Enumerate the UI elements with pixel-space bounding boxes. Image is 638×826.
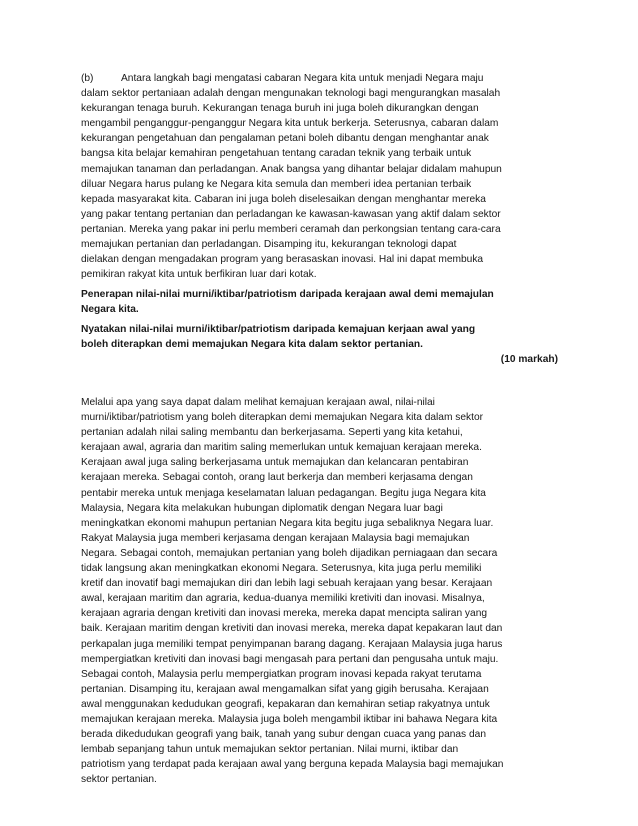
paragraph-line: mengambil penganggur-penganggur Negara kita untuk berkerja. Seterusnya, cabaran dalam (81, 118, 499, 130)
paragraph-line: yang pakar tentang pertanian dan perladangan ke kawasan-kawasan yang aktif dalam sektor (81, 208, 501, 220)
heading-line: boleh diterapkan demi memajukan Negara kita dalam sektor pertanian. (81, 339, 423, 351)
answer-line: baik. Kerajaan maritim dengan kretiviti dan inovasi mereka, mereka dapat kepakaran laut dan (81, 623, 503, 635)
answer-line: kerajaan mereka. Sebagai contoh, orang laut berkerja dan memberi kerjasama dengan (81, 472, 473, 484)
heading-penerapan (81, 287, 561, 317)
answer-line: Kerajaan awal juga saling berkerjasama untuk memajukan dan kelancaran pentabiran (81, 457, 469, 469)
paragraph-line: dielakan dengan mengadakan program yang berasaskan inovasi. Hal ini dapat membuka (81, 254, 484, 266)
paragraph-line: kekurangan pengetahuan dan pengalaman petani boleh dibantu dengan menghantar anak (81, 133, 489, 145)
paragraph-line: diluar Negara harus pulang ke Negara kita semula dan memberi idea pertanian terbaik (81, 178, 472, 190)
heading-line: Negara kita. (81, 304, 139, 316)
heading-line: Nyatakan nilai-nilai murni/iktibar/patriotism daripada kemajuan kerjaan awal yang (81, 324, 476, 335)
section-b-paragraph (81, 71, 561, 282)
answer-line: kerajaan awal, agraria dan maritim saling memerlukan untuk kemajuan kerajaan mereka. (81, 442, 482, 454)
paragraph-line: bangsa kita belajar kemahiran pengetahuan tentang caradan teknik yang terbaik untuk (81, 148, 472, 160)
answer-line: pentabir mereka untuk menjaga keselamatan laluan pedagangan. Begitu juga Negara kita (81, 487, 486, 499)
answer-paragraph (81, 395, 561, 787)
answer-line: Negara. Sebagai contoh, memajukan pertanian yang boleh dijadikan perniagaan dan secara (81, 547, 498, 559)
answer-line: awal menggunakan kedudukan geografi, kepakaran dan kemahiran setiap rakyatnya untuk (81, 698, 490, 710)
paragraph-line: pemikiran rakyat kita untuk berfikiran luar dari kotak. (81, 269, 317, 281)
answer-line: awal, kerajaan maritim dan agraria, kedua-duanya memiliki kretiviti dan inovasi. Misalnya, (81, 593, 485, 605)
answer-line: meningkatkan ekonomi mahupun pertanian Negara kita begitu juga sebaliknya Negara luar. (81, 517, 494, 529)
answer-line: berada dikedudukan geografi yang baik, tanah yang subur dengan cuaca yang panas dan (81, 729, 486, 741)
paragraph-line: dalam sektor pertaniaan adalah dengan mengunakan teknologi bagi mengurangkan masalah (81, 88, 501, 100)
answer-line: sektor pertanian. (81, 774, 157, 786)
section-marker: (b) (81, 73, 94, 84)
paragraph-line: Antara langkah bagi mengatasi cabaran Negara kita untuk menjadi Negara maju (121, 73, 484, 84)
answer-line: memajukan kerajaan mereka. Malaysia juga boleh mengambil iktibar ini bahawa Negara kita (81, 713, 498, 725)
paragraph-line: memajukan tanaman dan perladangan. Anak bangsa yang dihantar belajar didalam mahupun (81, 163, 502, 175)
answer-line: mempergiatkan kretiviti dan inovasi bagi mengasah para pertani dan pengusaha untuk maju. (81, 653, 499, 665)
answer-line: perkapalan juga memiliki tempat penyimpanan barang dagang. Kerajaan Malaysia juga harus (81, 638, 503, 650)
answer-line: murni/iktibar/patriotism yang boleh diterapkan demi memajukan Negara kita dalam sektor (81, 412, 484, 424)
answer-line: Rakyat Malaysia juga memberi kerjasama dengan kerajaan Malaysia bagi memajukan (81, 532, 470, 544)
answer-line: lembab sepanjang tahun untuk memajukan sektor pertanian. Nilai murni, iktibar dan (81, 744, 459, 756)
answer-line: patriotism yang terdapat pada kerajaan awal yang berguna kepada Malaysia bagi memajukan (81, 759, 504, 771)
answer-line: Malaysia, Negara kita melakukan hubungan diplomatik dengan Negara luar bagi (81, 502, 443, 514)
answer-line: pertanian. Disamping itu, kerajaan awal mengamalkan sifat yang gigih berusaha. Kerajaan (81, 683, 489, 695)
heading-line: Penerapan nilai-nilai murni/iktibar/patriotism daripada kerajaan awal demi memajulan (81, 289, 494, 300)
section-b-first-line (81, 71, 561, 86)
paragraph-line: kepada masyarakat kita. Cabaran ini juga boleh diselesaikan dengan menghantar mereka (81, 193, 486, 205)
answer-line: Sebagai contoh, Malaysia perlu mempergiatkan program inovasi kepada rakyat terutama (81, 668, 482, 680)
paragraph-line: pertanian. Mereka yang pakar ini perlu memberi ceramah dan perkongsian tentang cara-cara (81, 223, 501, 235)
answer-line: pertanian adalah nilai saling membantu dan berkerjasama. Seperti yang kita ketahui, (81, 427, 463, 439)
marks-label: (10 markah) (500, 354, 558, 365)
answer-line: kretif dan inovatif bagi memajukan diri dan lebih lagi sebuah kerajaan yang besar. Kerajaan (81, 578, 493, 590)
paragraph-line: memajukan pertanian dan perladangan. Disamping itu, kekurangan teknologi dapat (81, 239, 457, 251)
answer-line: Melalui apa yang saya dapat dalam melihat kemajuan kerajaan awal, nilai-nilai (81, 397, 435, 408)
paragraph-line: kekurangan tenaga buruh. Kekurangan tenaga buruh ini juga boleh dikurangkan dengan (81, 103, 479, 115)
heading-nyatakan (81, 322, 561, 352)
answer-line: kerajaan agraria dengan kretiviti dan inovasi mereka, mereka dapat mencipta saliran yang (81, 608, 488, 620)
answer-line: tidak langsung akan meningkatkan ekonomi Negara. Seterusnya, kita juga perlu memiliki (81, 563, 482, 575)
